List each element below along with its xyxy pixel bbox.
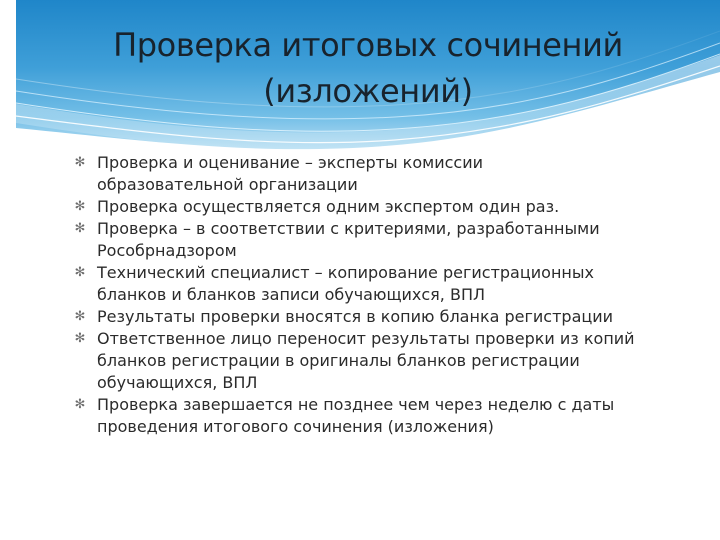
asterisk-bullet-icon: ✻ bbox=[74, 221, 86, 236]
bullet-text-1: Проверка и оценивание – эксперты комиссии образовательной организации bbox=[97, 153, 483, 194]
bullet-text-2: Проверка осуществляется одним экспертом один раз. bbox=[97, 197, 560, 216]
asterisk-bullet-icon: ✻ bbox=[74, 199, 86, 214]
slide-title bbox=[16, 22, 720, 114]
bullet-text-6: Ответственное лицо переносит результаты проверки из копий бланков регистрации в оригиналы бланков регистрации обучающихся, ВПЛ bbox=[97, 329, 635, 392]
bullet-item-6 bbox=[73, 328, 648, 394]
title-heading bbox=[16, 22, 720, 114]
bullet-list bbox=[73, 152, 648, 438]
bullet-item-1 bbox=[73, 152, 648, 196]
bullet-text-5: Результаты проверки вносятся в копию бланка регистрации bbox=[97, 307, 614, 326]
bullet-item-3 bbox=[73, 218, 648, 262]
asterisk-bullet-icon: ✻ bbox=[74, 265, 86, 280]
asterisk-bullet-icon: ✻ bbox=[74, 331, 86, 346]
bullet-item-4 bbox=[73, 262, 648, 306]
bullet-item-5 bbox=[73, 306, 648, 328]
asterisk-bullet-icon: ✻ bbox=[74, 155, 86, 170]
bullet-text-3: Проверка – в соответствии с критериями, разработанными Рособрнадзором bbox=[97, 219, 600, 260]
bullet-text-7: Проверка завершается не позднее чем через неделю с даты проведения итогового сочинения (изложения) bbox=[97, 395, 615, 436]
title-line-2: (изложений) bbox=[263, 72, 473, 110]
asterisk-bullet-icon: ✻ bbox=[74, 397, 86, 412]
bullet-text-4: Технический специалист – копирование регистрационных бланков и бланков записи обучающихся, ВПЛ bbox=[97, 263, 594, 304]
bullet-item-7 bbox=[73, 394, 648, 438]
asterisk-bullet-icon: ✻ bbox=[74, 309, 86, 324]
title-line-1: Проверка итоговых сочинений bbox=[113, 26, 623, 64]
bullet-item-2 bbox=[73, 196, 648, 218]
